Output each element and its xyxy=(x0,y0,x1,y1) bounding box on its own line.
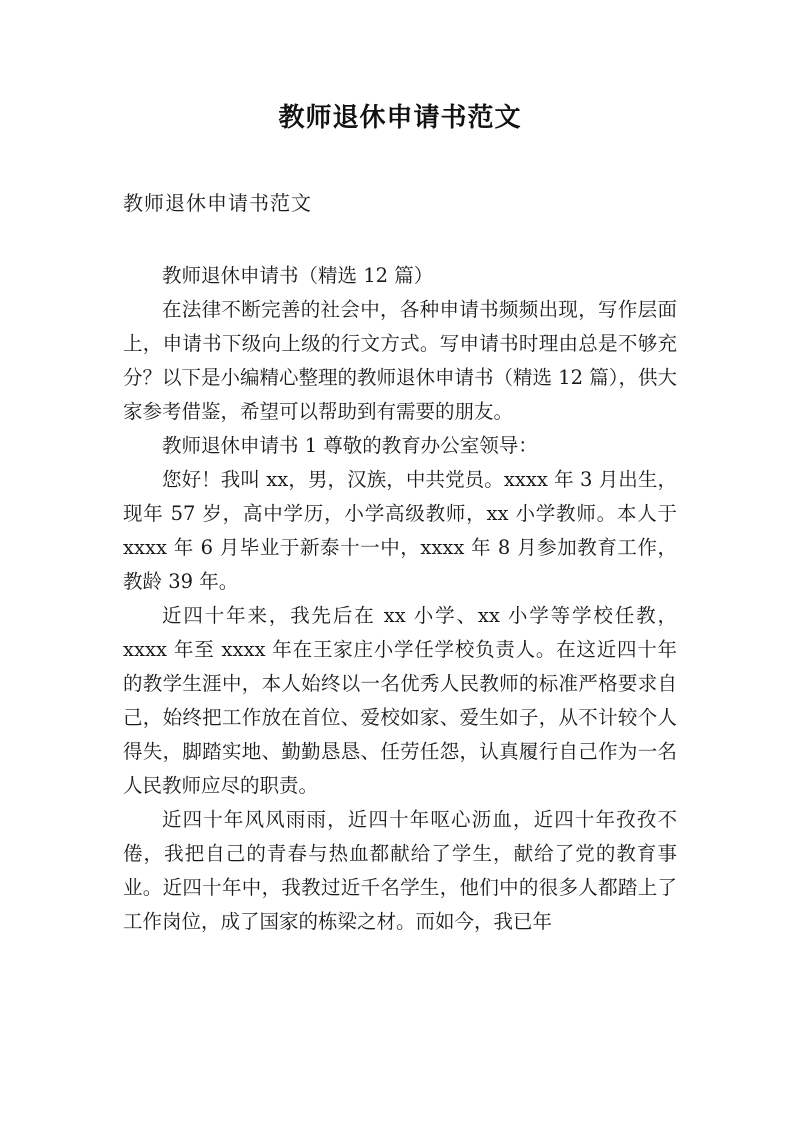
paragraph-dedication: 近四十年风风雨雨，近四十年呕心沥血，近四十年孜孜不倦，我把自己的青春与热血都献给了学生，献给了党的教育事业。近四十年中，我教过近千名学生，他们中的很多人都踏上了工作岗位，成了国家的栋梁之材。而如今，我已年 xyxy=(123,808,677,933)
paragraph-intro: 在法律不断完善的社会中，各种申请书频频出现，写作层面上，申请书下级向上级的行文方式。写申请书时理由总是不够充分？以下是小编精心整理的教师退休申请书（精选 12 篇），供大家参考借鉴，希望可以帮助到有需要的朋友。 xyxy=(123,298,677,423)
document-title: 教师退休申请书范文 xyxy=(278,103,522,133)
document-body xyxy=(123,259,677,939)
paragraph-heading: 教师退休申请书（精选 12 篇） xyxy=(162,264,434,287)
paragraph-salutation: 教师退休申请书 1 尊敬的教育办公室领导： xyxy=(162,434,538,457)
document-subtitle: 教师退休申请书范文 xyxy=(123,191,312,215)
paragraph-self-introduction: 您好！我叫 xx，男，汉族，中共党员。xxxx 年 3 月出生，现年 57 岁，高中学历，小学高级教师，xx 小学教师。本人于 xxxx 年 6 月毕业于新泰十一中，xxxx 年 8 月参加教育工作，教龄 39 年。 xyxy=(123,468,677,593)
paragraph-career: 近四十年来，我先后在 xx 小学、xx 小学等学校任教，xxxx 年至 xxxx 年在王家庄小学任学校负责人。在这近四十年的教学生涯中，本人始终以一名优秀人民教师的标准严格要求自己，始终把工作放在首位、爱校如家、爱生如子，从不计较个人得失，脚踏实地、勤勤恳恳、任劳任怨，认真履行自己作为一名人民教师应尽的职责。 xyxy=(123,604,677,797)
